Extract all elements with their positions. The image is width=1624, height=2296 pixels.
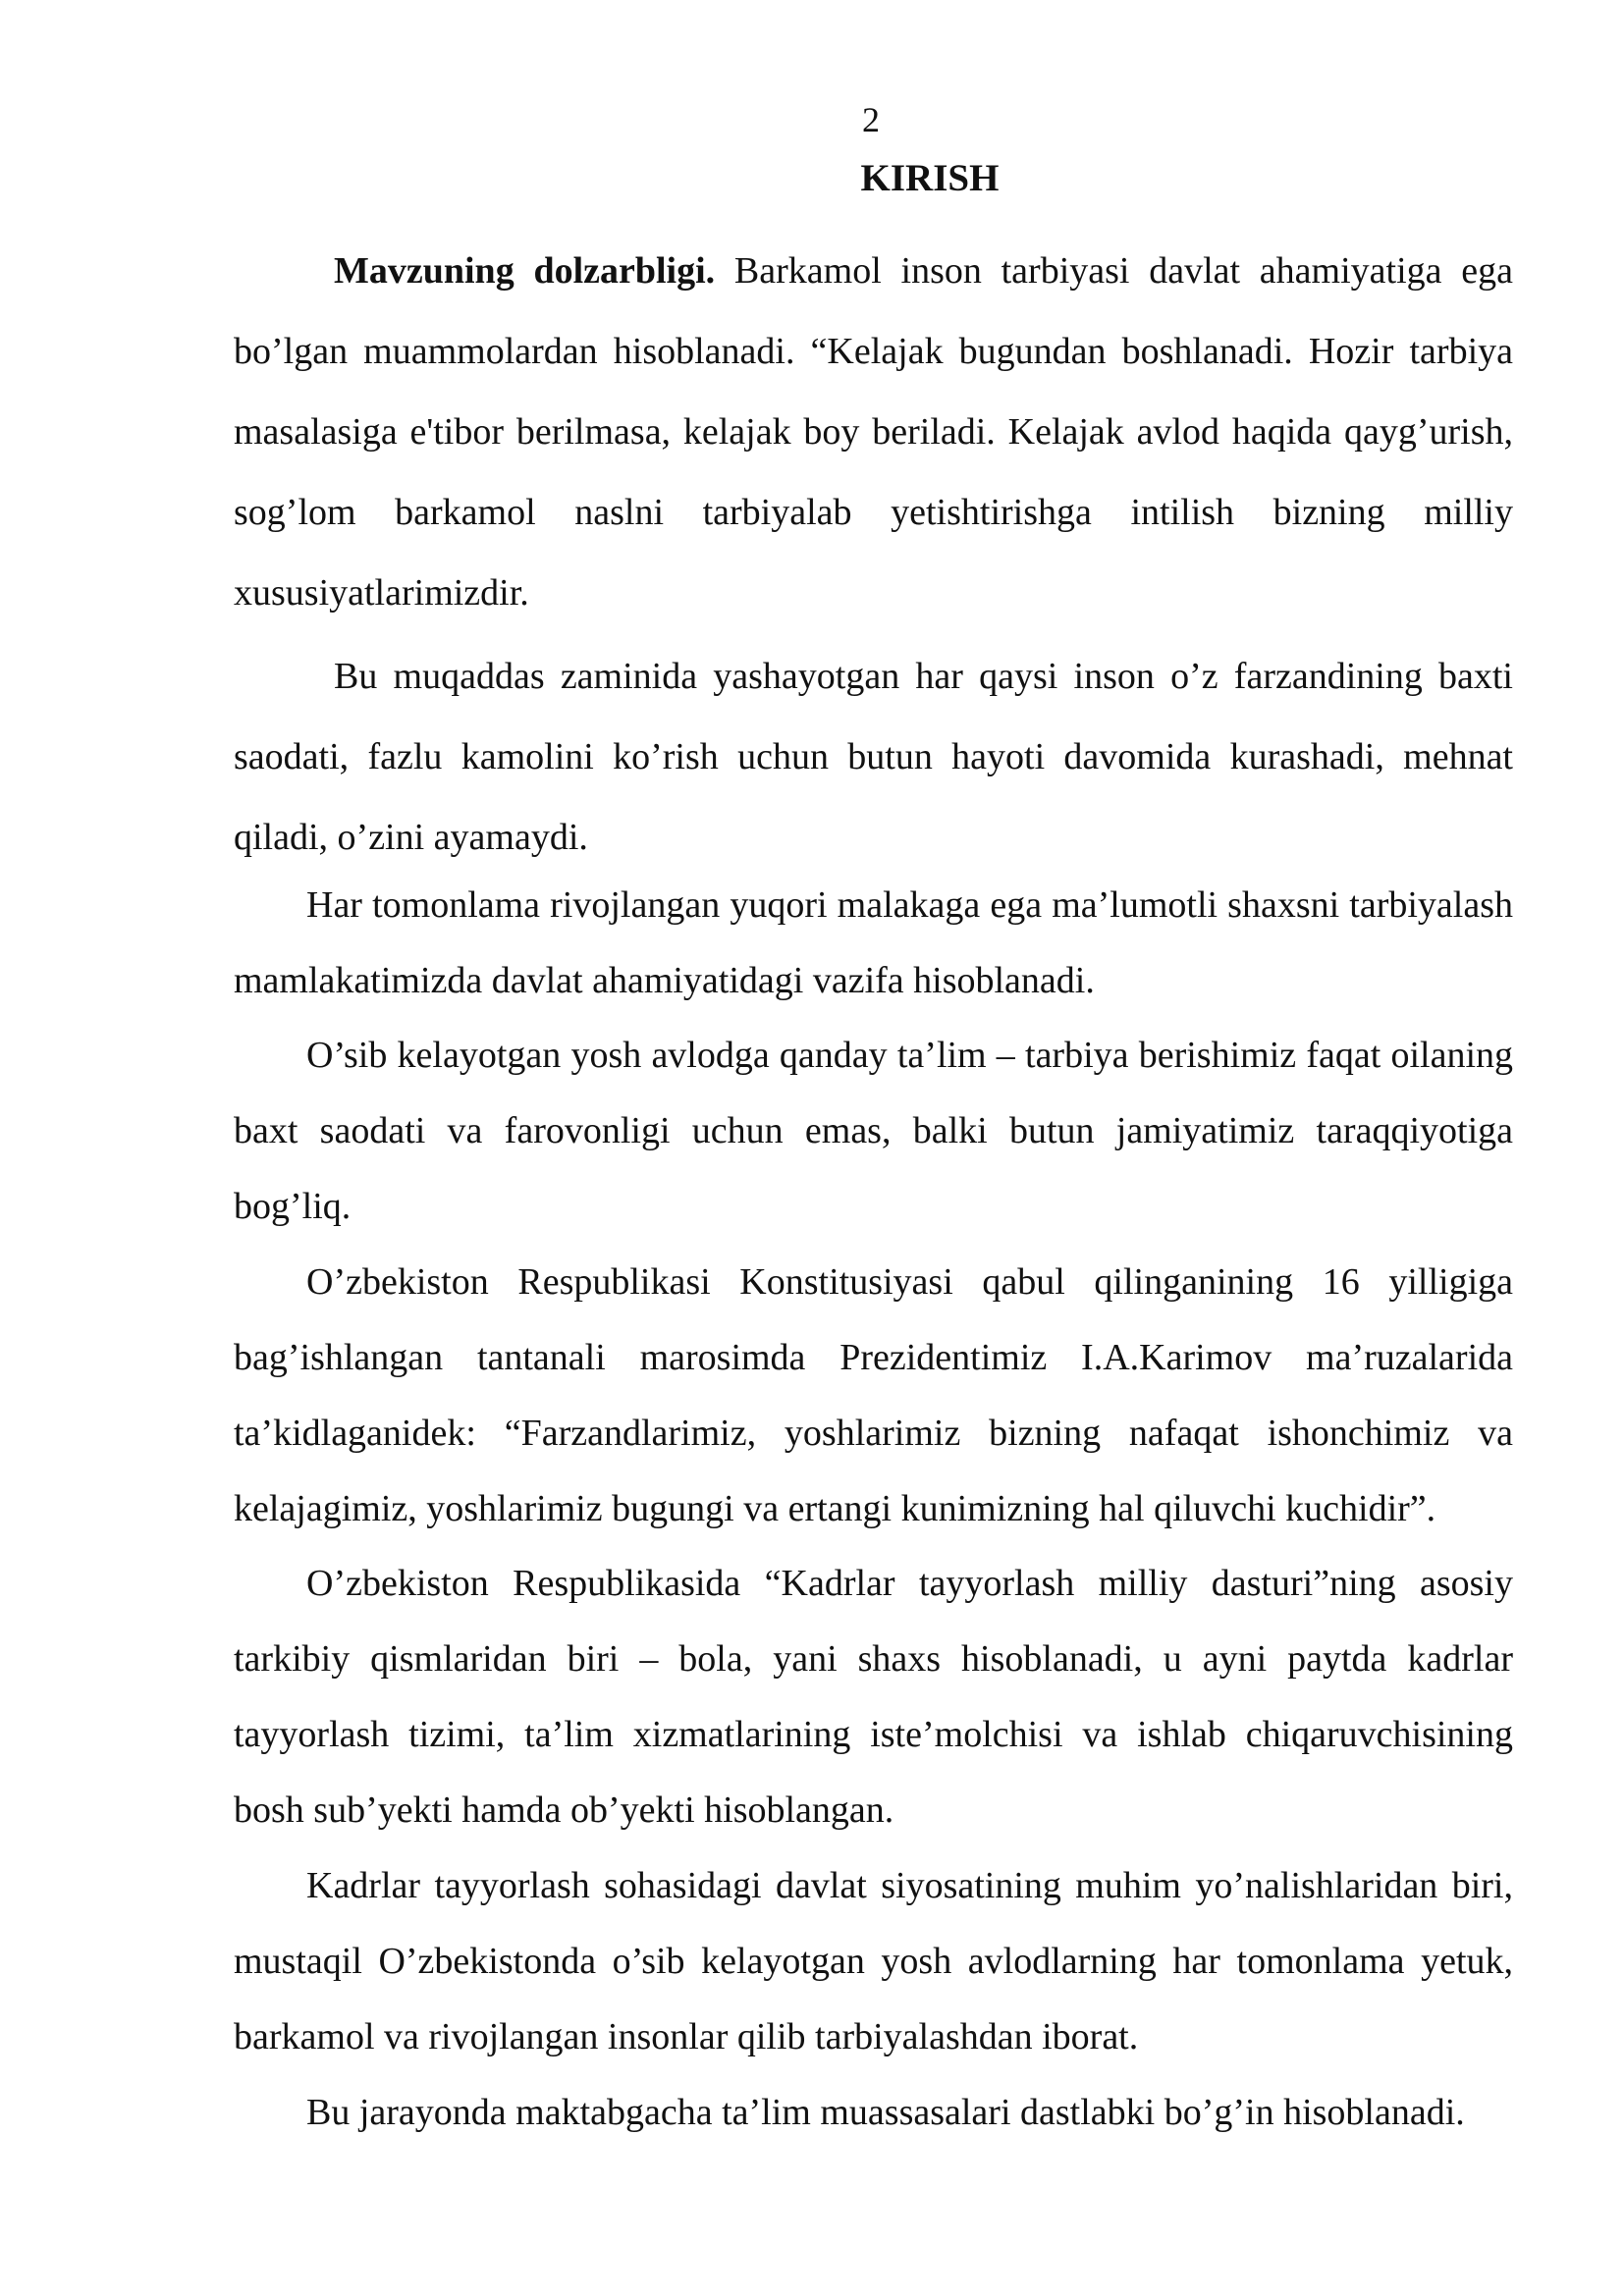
paragraph-text: Kadrlar tayyorlash sohasidagi davlat siyosatining muhim yo’nalishlaridan biri, mustaqil O’zbekistonda o’sib kelayotgan yosh avlodlarning har tomonlama yetuk, barkamol va rivojlangan insonlar qilib tarbiyalashdan iborat.	[234, 1865, 1513, 2057]
paragraph-text: Bu jarayonda maktabgacha ta’lim muassasalari dastlabki bo’g’in hisoblanadi.	[306, 2092, 1465, 2133]
paragraph-text: Barkamol inson tarbiyasi davlat ahamiyatiga ega bo’lgan muammolardan hisoblanadi. “Kelajak bugundan boshlanadi. Hozir tarbiya masalasiga e'tibor berilmasa, kelajak boy beriladi. Kelajak avlod haqida qayg’urish, sog’lom barkamol naslni tarbiyalab yetishtirishga intilish bizning milliy xususiyatlarimizdir.	[234, 250, 1513, 614]
paragraph-text: Bu muqaddas zaminida yashayotgan har qaysi inson o’z farzandining baxti saodati, fazlu kamolini ko’rish uchun butun hayoti davomida kurashadi, mehnat qiladi, o’zini ayamaydi.	[234, 656, 1513, 858]
paragraph-text: Har tomonlama rivojlangan yuqori malakaga ega ma’lumotli shaxsni tarbiyalash mamlakatimizda davlat ahamiyatidagi vazifa hisoblanadi.	[234, 884, 1513, 1001]
page-number: 2	[862, 100, 880, 139]
paragraph-lead: Mavzuning dolzarbligi.	[334, 250, 716, 292]
paragraph-relevance	[234, 231, 1513, 633]
paragraph-text: O’sib kelayotgan yosh avlodga qanday ta’lim – tarbiya berishimiz faqat oilaning baxt saodati va farovonligi uchun emas, balki butun jamiyatimiz taraqqiyotiga bog’liq.	[234, 1035, 1513, 1227]
paragraph	[234, 1245, 1513, 1547]
section-heading: KIRISH	[860, 157, 1000, 199]
paragraph	[234, 2075, 1513, 2151]
paragraph	[234, 1848, 1513, 2075]
paragraph-text: O’zbekiston Respublikasida “Kadrlar tayyorlash milliy dasturi”ning asosiy tarkibiy qismlaridan biri – bola, yani shaxs hisoblanadi, u ayni paytda kadrlar tayyorlash tizimi, ta’lim xizmatlarining iste’molchisi va ishlab chiqaruvchisining bosh sub’yekti hamda ob’yekti hisoblangan.	[234, 1563, 1513, 1831]
paragraph	[234, 1546, 1513, 1848]
paragraph-text: O’zbekiston Respublikasi Konstitusiyasi qabul qilinganining 16 yilligiga bag’ishlangan tantanali marosimda Prezidentimiz I.A.Karimov ma’ruzalarida ta’kidlaganidek: “Farzandlarimiz, yoshlarimiz bizning nafaqat ishonchimiz va kelajagimiz, yoshlarimiz bugungi va ertangi kunimizning hal qiluvchi kuchidir”.	[234, 1261, 1513, 1529]
paragraph	[234, 868, 1513, 1019]
paragraph	[234, 636, 1513, 878]
paragraph	[234, 1018, 1513, 1245]
